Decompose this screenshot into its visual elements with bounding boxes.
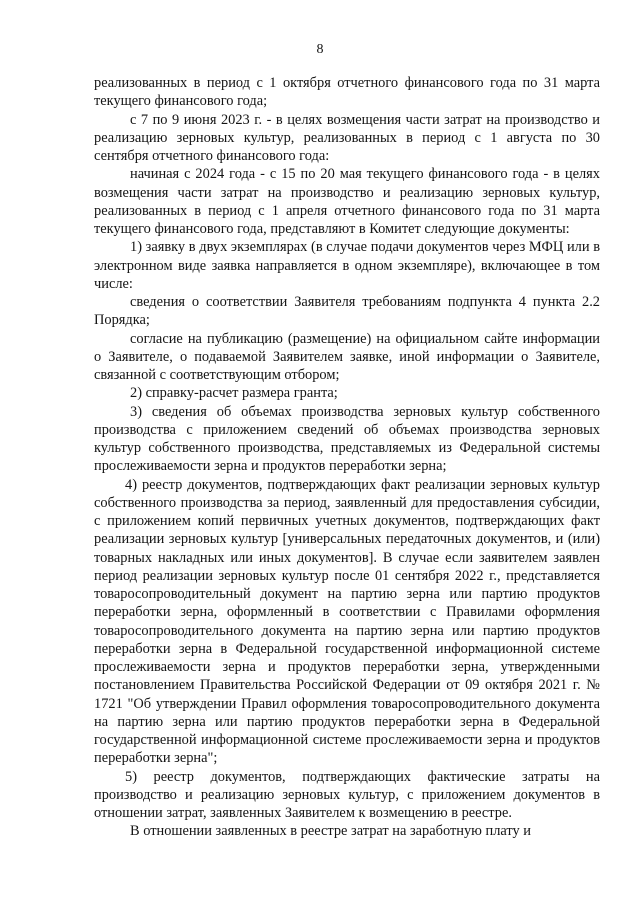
document-body xyxy=(94,74,600,841)
paragraph-from-2024-period: начиная с 2024 года - с 15 по 20 мая текущего финансового года - в целях возмещения части затрат на производство и реализацию зерновых культур, реализованных в период с 1 апреля отчетного финансового года по 31 марта текущего финансового года, представляют в Комитет следующие документы: xyxy=(94,166,600,237)
list-item-3-production-volumes: 3) сведения об объемах производства зерновых культур собственного производства с приложением сведений об объемах производства зерновых культур собственного производства, представляемых из Федеральной системы прослеживаемости зерна и продуктов переработки зерна; xyxy=(94,403,600,475)
paragraph-applicant-compliance: сведения о соответствии Заявителя требованиям подпункта 4 пункта 2.2 Порядка; xyxy=(94,294,600,329)
page-number: 8 xyxy=(316,42,324,57)
paragraph-publication-consent: согласие на публикацию (размещение) на официальном сайте информации о Заявителе, о подаваемой Заявителем заявке, иной информации о Заявителе, связанной с соответствующим отбором; xyxy=(94,330,600,383)
list-item-1-application: 1) заявку в двух экземплярах (в случае подачи документов через МФЦ или в электронном виде заявка направляется в одном экземпляре), включающее в том числе: xyxy=(94,239,600,292)
paragraph-salary-costs: В отношении заявленных в реестре затрат на заработную плату и xyxy=(130,823,531,840)
list-item-5-costs-register: 5) реестр документов, подтверждающих фактические затраты на производство и реализацию зерновых культур, с приложением документов в отношении затрат, заявленных Заявителем к возмещению в реестре. xyxy=(94,768,600,821)
list-item-2-grant-calculation: 2) справку-расчет размера гранта; xyxy=(130,385,338,402)
paragraph-continuation: реализованных в период с 1 октября отчетного финансового года по 31 марта текущего финансового года; xyxy=(94,75,600,110)
list-item-4-sales-register: 4) реестр документов, подтверждающих факт реализации зерновых культур собственного производства за период, заявленный для предоставления субсидии, с приложением копий первичных учетных документов, подтверждающих факт реализации зерновых культур [универсальных передаточных документов, и (или) товарных накладных или иных документов]. В случае если заявителем заявлен период реализации зерновых культур после 01 сентября 2022 г., представляется товаросопроводительный документ на партию зерна или партию продуктов переработки зерна, оформленный в соответствии с Правилами оформления товаросопроводительного документа на партию зерна или партию продуктов переработки зерна в Федеральной государственной информационной системе прослеживаемости зерна и продуктов переработки зерна, утвержденными постановлением Правительства Российской Федерации от 09 октября 2021 г. № 1721 "Об утверждении Правил оформления товаросопроводительного документа на партию зерна или партию продуктов переработки зерна в Федеральной государственной информационной системе прослеживаемости зерна и продуктов переработки зерна"; xyxy=(94,476,600,767)
paragraph-june-2023-period: с 7 по 9 июня 2023 г. - в целях возмещения части затрат на производство и реализацию зерновых культур, реализованных в период с 1 августа по 30 сентября отчетного финансового года: xyxy=(94,111,600,164)
